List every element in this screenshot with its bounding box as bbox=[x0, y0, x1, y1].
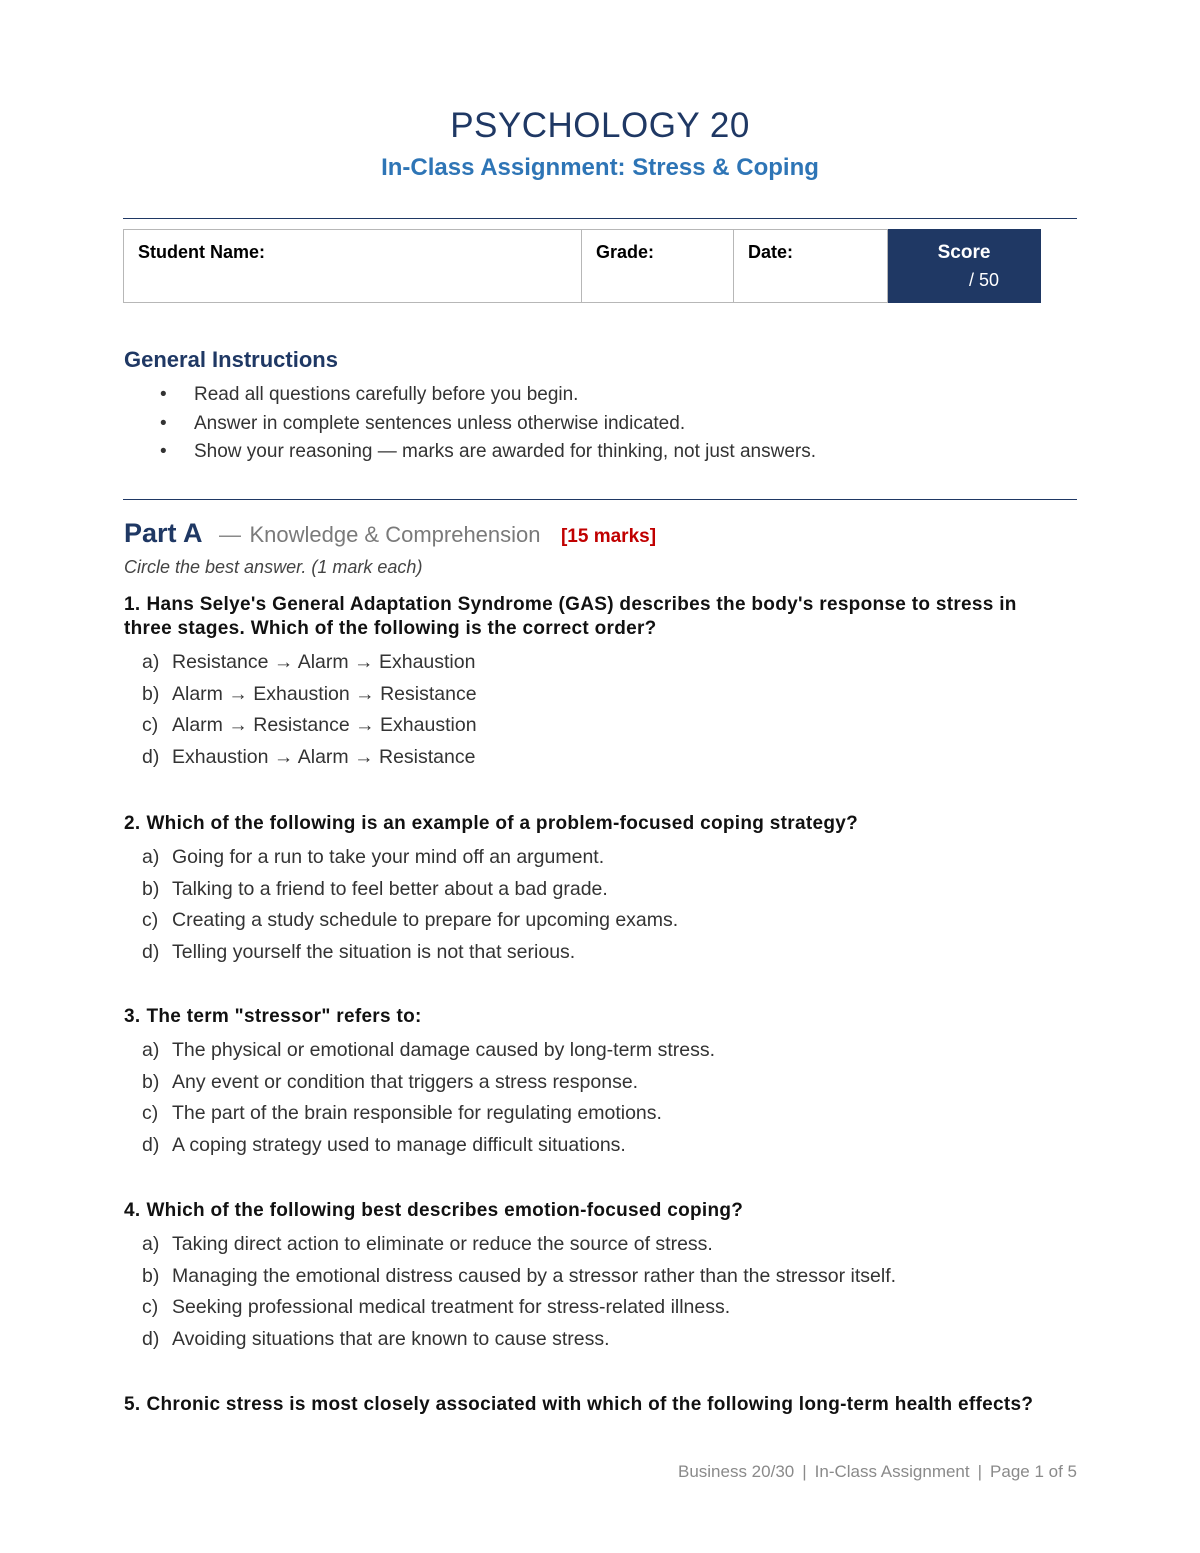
question-stem: 5. Chronic stress is most closely associated with which of the following long-term health effects? bbox=[124, 1394, 1034, 1415]
question-stem: 3. The term "stressor" refers to: bbox=[124, 1006, 422, 1027]
part-a-title: Part A bbox=[124, 518, 203, 548]
footer-page-number: Page 1 of 5 bbox=[990, 1462, 1077, 1481]
list-item: • Read all questions carefully before you begin. bbox=[160, 381, 816, 410]
list-item: • Show your reasoning — marks are awarded for thinking, not just answers. bbox=[160, 438, 816, 467]
option-b[interactable]: b) Talking to a friend to feel better about a bad grade. bbox=[142, 877, 608, 900]
question-stem: 1. Hans Selye's General Adaptation Syndrome (GAS) describes the body's response to stress in three stages. Which of the following is the correct order? bbox=[124, 594, 1017, 639]
option-d[interactable]: d) Exhaustion → Alarm → Resistance bbox=[142, 745, 476, 768]
option-list bbox=[142, 1229, 1054, 1355]
footer-separator: | bbox=[802, 1462, 807, 1481]
grade-cell[interactable] bbox=[582, 229, 734, 303]
question-3 bbox=[124, 1005, 1054, 1161]
footer-doc: In-Class Assignment bbox=[814, 1462, 970, 1481]
part-a-note: Circle the best answer. (1 mark each) bbox=[124, 557, 423, 577]
bullet-icon: • bbox=[160, 384, 167, 405]
option-b[interactable]: b) Any event or condition that triggers a stress response. bbox=[142, 1070, 639, 1093]
grade-label: Grade: bbox=[596, 242, 655, 262]
score-cell bbox=[888, 229, 1041, 303]
option-b[interactable]: b) Alarm → Exhaustion → Resistance bbox=[142, 682, 477, 705]
instructions-heading: General Instructions bbox=[124, 347, 338, 372]
question-stem: 4. Which of the following best describes emotion-focused coping? bbox=[124, 1200, 744, 1221]
list-item: • Answer in complete sentences unless otherwise indicated. bbox=[160, 410, 816, 439]
option-c[interactable]: c) Seeking professional medical treatment for stress-related illness. bbox=[142, 1296, 731, 1318]
question-2 bbox=[124, 812, 1054, 968]
option-a[interactable]: a) Going for a run to take your mind off an argument. bbox=[142, 846, 605, 868]
part-a-heading bbox=[124, 518, 656, 549]
bullet-icon: • bbox=[160, 441, 167, 462]
option-a[interactable]: a) The physical or emotional damage caused by long-term stress. bbox=[142, 1039, 716, 1061]
divider-top bbox=[123, 218, 1077, 219]
student-info-table bbox=[123, 229, 1041, 303]
option-list bbox=[142, 647, 1054, 773]
question-stem: 2. Which of the following is an example of a problem-focused coping strategy? bbox=[124, 813, 858, 834]
footer-course: Business 20/30 bbox=[677, 1462, 795, 1481]
footer-separator: | bbox=[977, 1462, 983, 1481]
student-name-label: Student Name: bbox=[138, 242, 266, 262]
part-a-marks: [15 marks] bbox=[560, 526, 657, 547]
option-d[interactable]: d) Telling yourself the situation is not that serious. bbox=[142, 940, 576, 963]
option-list bbox=[142, 842, 1054, 968]
document-title: PSYCHOLOGY 20 bbox=[450, 106, 750, 145]
question-5 bbox=[124, 1393, 1054, 1417]
option-d[interactable]: d) Avoiding situations that are known to cause stress. bbox=[142, 1327, 610, 1350]
question-4 bbox=[124, 1199, 1054, 1355]
part-a-subtitle: Knowledge & Comprehension bbox=[249, 522, 541, 547]
student-name-cell[interactable] bbox=[123, 229, 582, 303]
option-a[interactable]: a) Resistance → Alarm → Exhaustion bbox=[142, 651, 476, 673]
instructions-list bbox=[160, 381, 816, 467]
option-list bbox=[142, 1035, 1054, 1161]
option-d[interactable]: d) A coping strategy used to manage difficult situations. bbox=[142, 1133, 626, 1156]
option-c[interactable]: c) Alarm → Resistance → Exhaustion bbox=[142, 714, 477, 736]
score-label: Score bbox=[937, 242, 991, 263]
option-c[interactable]: c) The part of the brain responsible for regulating emotions. bbox=[142, 1102, 662, 1124]
option-b[interactable]: b) Managing the emotional distress caused by a stressor rather than the stressor itself. bbox=[142, 1264, 897, 1287]
date-cell[interactable] bbox=[734, 229, 888, 303]
score-value: / 50 bbox=[968, 270, 1000, 290]
part-a-dash: — bbox=[218, 522, 241, 547]
divider-part-a bbox=[123, 499, 1077, 500]
date-label: Date: bbox=[748, 242, 794, 262]
document-subtitle: In-Class Assignment: Stress & Coping bbox=[381, 154, 819, 181]
bullet-icon: • bbox=[160, 412, 167, 434]
option-a[interactable]: a) Taking direct action to eliminate or reduce the source of stress. bbox=[142, 1233, 713, 1255]
question-1 bbox=[124, 593, 1054, 773]
option-c[interactable]: c) Creating a study schedule to prepare for upcoming exams. bbox=[142, 909, 679, 931]
page-footer bbox=[678, 1462, 1077, 1482]
